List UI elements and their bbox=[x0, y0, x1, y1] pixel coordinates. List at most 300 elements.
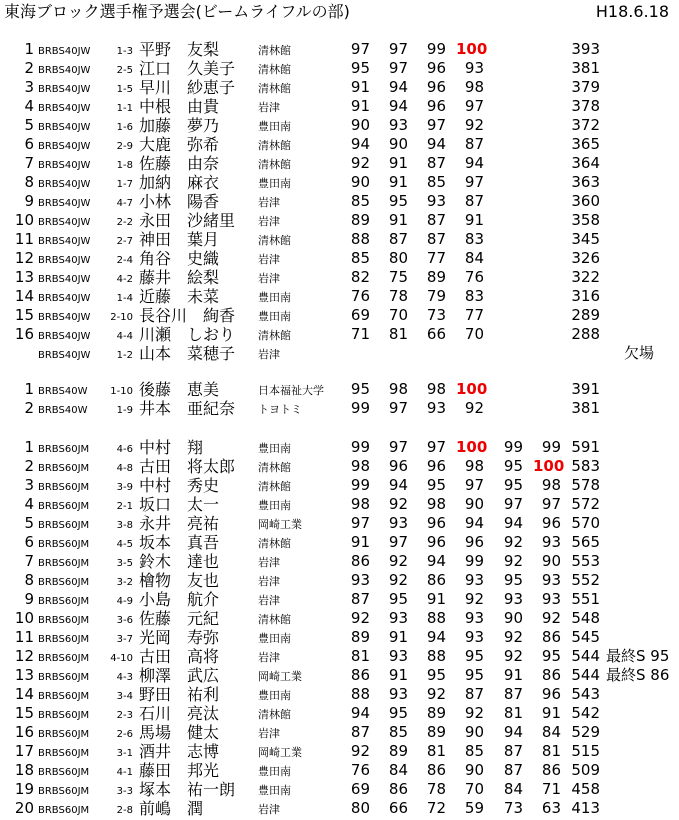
team-name: 岩津 bbox=[258, 101, 280, 114]
class-code: BRBS40JW bbox=[38, 255, 91, 266]
rank-number: 1 bbox=[24, 40, 34, 58]
series-score: 95 bbox=[503, 571, 523, 589]
result-row bbox=[0, 609, 679, 628]
series-score: 92 bbox=[350, 742, 370, 760]
team-name: 豊田南 bbox=[258, 177, 291, 190]
series-score: 87 bbox=[426, 211, 446, 229]
athlete-name: 中村 翔 bbox=[139, 438, 204, 457]
series-score: 69 bbox=[350, 306, 370, 324]
shooter-number: 4-1 bbox=[116, 767, 133, 778]
total-score: 345 bbox=[571, 230, 600, 248]
athlete-name: 山本 菜穂子 bbox=[139, 344, 236, 363]
event-date: H18.6.18 bbox=[595, 2, 669, 21]
series-score: 79 bbox=[426, 287, 446, 305]
shooter-number: 3-5 bbox=[116, 558, 133, 569]
series-score: 91 bbox=[350, 97, 370, 115]
team-name: 清林館 bbox=[258, 234, 291, 247]
athlete-name: 古田 高将 bbox=[139, 647, 220, 666]
class-code: BRBS60JM bbox=[38, 596, 90, 607]
series-score: 91 bbox=[388, 211, 408, 229]
series-score: 85 bbox=[350, 192, 370, 210]
series-score: 83 bbox=[464, 287, 484, 305]
series-score: 100 bbox=[456, 40, 488, 58]
series-score: 95 bbox=[464, 666, 484, 684]
class-code: BRBS40JW bbox=[38, 103, 91, 114]
rank-number: 8 bbox=[24, 173, 34, 191]
shooter-number: 1-9 bbox=[116, 405, 133, 416]
athlete-name: 古田 将太郎 bbox=[139, 457, 236, 476]
shooter-number: 3-4 bbox=[116, 691, 133, 702]
series-score: 94 bbox=[388, 97, 408, 115]
series-score: 92 bbox=[350, 609, 370, 627]
result-row bbox=[0, 704, 679, 723]
series-score: 94 bbox=[503, 514, 523, 532]
total-score: 572 bbox=[571, 495, 600, 513]
series-score: 71 bbox=[541, 780, 561, 798]
team-name: 岩津 bbox=[258, 348, 280, 361]
shooter-number: 1-5 bbox=[116, 84, 133, 95]
series-score: 93 bbox=[388, 647, 408, 665]
series-score: 85 bbox=[426, 173, 446, 191]
shooter-number: 1-7 bbox=[116, 179, 133, 190]
shooter-number: 2-5 bbox=[116, 65, 133, 76]
class-code: BRBS40JW bbox=[38, 274, 91, 285]
total-score: 365 bbox=[571, 135, 600, 153]
series-score: 91 bbox=[388, 666, 408, 684]
shooter-number: 4-3 bbox=[116, 672, 133, 683]
series-score: 97 bbox=[426, 116, 446, 134]
shooter-number: 2-9 bbox=[116, 141, 133, 152]
class-code: BRBS40JW bbox=[38, 350, 91, 361]
series-score: 66 bbox=[426, 325, 446, 343]
series-score: 93 bbox=[464, 609, 484, 627]
result-row bbox=[0, 306, 679, 325]
athlete-name: 永井 亮祐 bbox=[139, 514, 220, 533]
series-score: 93 bbox=[541, 571, 561, 589]
athlete-name: 藤井 絵梨 bbox=[139, 268, 220, 287]
team-name: 岩津 bbox=[258, 651, 280, 664]
class-code: BRBS60JM bbox=[38, 748, 90, 759]
rank-number: 7 bbox=[24, 552, 34, 570]
class-code: BRBS60JM bbox=[38, 577, 90, 588]
series-score: 92 bbox=[464, 116, 484, 134]
shooter-number: 2-8 bbox=[116, 805, 133, 816]
series-score: 96 bbox=[426, 533, 446, 551]
total-score: 288 bbox=[571, 325, 600, 343]
series-score: 81 bbox=[503, 704, 523, 722]
result-row bbox=[0, 399, 679, 418]
rank-number: 14 bbox=[14, 287, 34, 305]
shooter-number: 2-6 bbox=[116, 729, 133, 740]
shooter-number: 4-2 bbox=[116, 274, 133, 285]
series-score: 96 bbox=[541, 685, 561, 703]
series-score: 98 bbox=[350, 457, 370, 475]
series-score: 85 bbox=[350, 249, 370, 267]
class-code: BRBS60JM bbox=[38, 444, 90, 455]
athlete-name: 小林 陽香 bbox=[139, 192, 220, 211]
series-score: 87 bbox=[350, 723, 370, 741]
athlete-name: 平野 友梨 bbox=[139, 40, 220, 59]
rank-number: 1 bbox=[24, 380, 34, 398]
total-score: 372 bbox=[571, 116, 600, 134]
series-score: 95 bbox=[426, 476, 446, 494]
class-code: BRBS40JW bbox=[38, 65, 91, 76]
total-score: 358 bbox=[571, 211, 600, 229]
class-code: BRBS40JW bbox=[38, 217, 91, 228]
athlete-name: 佐藤 由奈 bbox=[139, 154, 220, 173]
series-score: 89 bbox=[388, 742, 408, 760]
series-score: 96 bbox=[541, 514, 561, 532]
series-score: 86 bbox=[541, 761, 561, 779]
team-name: 清林館 bbox=[258, 63, 291, 76]
series-score: 86 bbox=[426, 761, 446, 779]
series-score: 85 bbox=[388, 723, 408, 741]
rank-number: 10 bbox=[14, 609, 34, 627]
athlete-name: 後藤 恵美 bbox=[139, 380, 220, 399]
series-score: 98 bbox=[350, 495, 370, 513]
series-score: 84 bbox=[464, 249, 484, 267]
series-score: 90 bbox=[464, 761, 484, 779]
shooter-number: 3-3 bbox=[116, 786, 133, 797]
series-score: 95 bbox=[388, 704, 408, 722]
series-score: 96 bbox=[426, 78, 446, 96]
class-code: BRBS60JM bbox=[38, 767, 90, 778]
result-row bbox=[0, 211, 679, 230]
total-score: 552 bbox=[571, 571, 600, 589]
team-name: 清林館 bbox=[258, 44, 291, 57]
series-score: 97 bbox=[426, 438, 446, 456]
class-code: BRBS40JW bbox=[38, 293, 91, 304]
series-score: 98 bbox=[541, 476, 561, 494]
series-score: 97 bbox=[388, 399, 408, 417]
athlete-name: 鈴木 達也 bbox=[139, 552, 220, 571]
series-score: 95 bbox=[388, 590, 408, 608]
athlete-name: 長谷川 絢香 bbox=[139, 306, 236, 325]
rank-number: 5 bbox=[24, 116, 34, 134]
athlete-name: 川瀬 しおり bbox=[139, 325, 236, 344]
result-row bbox=[0, 438, 679, 457]
shooter-number: 2-10 bbox=[110, 312, 133, 323]
series-score: 92 bbox=[388, 495, 408, 513]
class-code: BRBS40JW bbox=[38, 141, 91, 152]
result-row bbox=[0, 780, 679, 799]
team-name: 清林館 bbox=[258, 82, 291, 95]
total-score: 322 bbox=[571, 268, 600, 286]
series-score: 86 bbox=[541, 666, 561, 684]
series-score: 91 bbox=[388, 154, 408, 172]
series-score: 91 bbox=[388, 628, 408, 646]
class-code: BRBS60JM bbox=[38, 615, 90, 626]
shooter-number: 1-6 bbox=[116, 122, 133, 133]
result-row bbox=[0, 457, 679, 476]
class-code: BRBS60JM bbox=[38, 482, 90, 493]
result-row bbox=[0, 249, 679, 268]
series-score: 97 bbox=[464, 173, 484, 191]
team-name: 岩津 bbox=[258, 727, 280, 740]
rank-number: 12 bbox=[14, 647, 34, 665]
series-score: 94 bbox=[388, 476, 408, 494]
series-score: 93 bbox=[464, 571, 484, 589]
total-score: 381 bbox=[571, 399, 600, 417]
rank-number: 3 bbox=[24, 476, 34, 494]
result-row bbox=[0, 495, 679, 514]
total-score: 529 bbox=[571, 723, 600, 741]
rank-number: 2 bbox=[24, 457, 34, 475]
athlete-name: 光岡 寿弥 bbox=[139, 628, 220, 647]
series-score: 96 bbox=[426, 59, 446, 77]
class-code: BRBS40JW bbox=[38, 122, 91, 133]
tiebreak-note: 最終S 95 bbox=[606, 647, 670, 665]
series-score: 71 bbox=[350, 325, 370, 343]
series-score: 87 bbox=[426, 154, 446, 172]
class-code: BRBS60JM bbox=[38, 691, 90, 702]
class-code: BRBS40JW bbox=[38, 331, 91, 342]
class-code: BRBS40W bbox=[38, 386, 88, 397]
series-score: 84 bbox=[503, 780, 523, 798]
team-name: 岡崎工業 bbox=[258, 670, 302, 683]
series-score: 92 bbox=[503, 628, 523, 646]
class-code: BRBS60JM bbox=[38, 653, 90, 664]
team-name: 岩津 bbox=[258, 253, 280, 266]
class-code: BRBS60JM bbox=[38, 558, 90, 569]
absent-label: 欠場 bbox=[624, 344, 655, 362]
total-score: 515 bbox=[571, 742, 600, 760]
rank-number: 14 bbox=[14, 685, 34, 703]
athlete-name: 加藤 夢乃 bbox=[139, 116, 220, 135]
rank-number: 20 bbox=[14, 799, 34, 817]
series-score: 91 bbox=[503, 666, 523, 684]
total-score: 458 bbox=[571, 780, 600, 798]
series-score: 97 bbox=[464, 97, 484, 115]
series-score: 92 bbox=[541, 609, 561, 627]
result-row bbox=[0, 666, 679, 685]
series-score: 94 bbox=[388, 78, 408, 96]
athlete-name: 永田 沙緒里 bbox=[139, 211, 236, 230]
series-score: 100 bbox=[533, 457, 565, 475]
team-name: 日本福祉大学 bbox=[258, 384, 324, 397]
athlete-name: 坂口 太一 bbox=[139, 495, 220, 514]
series-score: 98 bbox=[426, 380, 446, 398]
series-score: 93 bbox=[388, 609, 408, 627]
shooter-number: 3-9 bbox=[116, 482, 133, 493]
rank-number: 17 bbox=[14, 742, 34, 760]
series-score: 97 bbox=[464, 476, 484, 494]
total-score: 553 bbox=[571, 552, 600, 570]
series-score: 86 bbox=[350, 666, 370, 684]
team-name: 清林館 bbox=[258, 480, 291, 493]
series-score: 86 bbox=[426, 571, 446, 589]
team-name: 岩津 bbox=[258, 272, 280, 285]
total-score: 544 bbox=[571, 666, 600, 684]
series-score: 96 bbox=[464, 533, 484, 551]
series-score: 86 bbox=[350, 552, 370, 570]
series-score: 82 bbox=[350, 268, 370, 286]
series-score: 83 bbox=[464, 230, 484, 248]
series-score: 97 bbox=[388, 533, 408, 551]
series-score: 88 bbox=[350, 230, 370, 248]
series-score: 93 bbox=[426, 192, 446, 210]
result-row bbox=[0, 287, 679, 306]
shooter-number: 3-2 bbox=[116, 577, 133, 588]
team-name: 清林館 bbox=[258, 613, 291, 626]
result-row bbox=[0, 380, 679, 399]
series-score: 90 bbox=[388, 135, 408, 153]
result-row bbox=[0, 78, 679, 97]
result-row bbox=[0, 685, 679, 704]
series-score: 98 bbox=[464, 457, 484, 475]
series-score: 87 bbox=[503, 761, 523, 779]
result-row bbox=[0, 590, 679, 609]
series-score: 85 bbox=[464, 742, 484, 760]
series-score: 89 bbox=[426, 704, 446, 722]
page-title: 東海ブロック選手権予選会(ビームライフルの部) bbox=[4, 2, 350, 21]
result-row bbox=[0, 514, 679, 533]
series-score: 87 bbox=[503, 742, 523, 760]
shooter-number: 3-8 bbox=[116, 520, 133, 531]
athlete-name: 中根 由貴 bbox=[139, 97, 220, 116]
class-code: BRBS40JW bbox=[38, 179, 91, 190]
series-score: 95 bbox=[541, 647, 561, 665]
shooter-number: 1-1 bbox=[116, 103, 133, 114]
shooter-number: 3-7 bbox=[116, 634, 133, 645]
rank-number: 15 bbox=[14, 704, 34, 722]
series-score: 66 bbox=[388, 799, 408, 817]
result-row bbox=[0, 571, 679, 590]
series-score: 73 bbox=[503, 799, 523, 817]
team-name: 清林館 bbox=[258, 139, 291, 152]
result-row bbox=[0, 552, 679, 571]
result-row bbox=[0, 476, 679, 495]
series-score: 97 bbox=[388, 40, 408, 58]
series-score: 99 bbox=[350, 438, 370, 456]
series-score: 77 bbox=[426, 249, 446, 267]
shooter-number: 1-4 bbox=[116, 293, 133, 304]
total-score: 316 bbox=[571, 287, 600, 305]
series-score: 84 bbox=[388, 761, 408, 779]
series-score: 94 bbox=[350, 135, 370, 153]
shooter-number: 4-8 bbox=[116, 463, 133, 474]
series-score: 91 bbox=[388, 173, 408, 191]
series-score: 89 bbox=[350, 628, 370, 646]
series-score: 93 bbox=[388, 116, 408, 134]
shooter-number: 4-5 bbox=[116, 539, 133, 550]
series-score: 92 bbox=[503, 552, 523, 570]
total-score: 591 bbox=[571, 438, 600, 456]
series-score: 92 bbox=[464, 704, 484, 722]
team-name: 岩津 bbox=[258, 196, 280, 209]
series-score: 86 bbox=[388, 780, 408, 798]
shooter-number: 1-3 bbox=[116, 46, 133, 57]
series-score: 94 bbox=[503, 723, 523, 741]
shooter-number: 3-1 bbox=[116, 748, 133, 759]
team-name: 豊田南 bbox=[258, 765, 291, 778]
series-score: 76 bbox=[350, 287, 370, 305]
result-row bbox=[0, 230, 679, 249]
series-score: 97 bbox=[541, 495, 561, 513]
rank-number: 11 bbox=[14, 230, 34, 248]
series-score: 81 bbox=[426, 742, 446, 760]
rank-number: 7 bbox=[24, 154, 34, 172]
series-score: 99 bbox=[541, 438, 561, 456]
shooter-number: 1-2 bbox=[116, 350, 133, 361]
shooter-number: 2-1 bbox=[116, 501, 133, 512]
rank-number: 11 bbox=[14, 628, 34, 646]
shooter-number: 4-7 bbox=[116, 198, 133, 209]
shooter-number: 2-3 bbox=[116, 710, 133, 721]
series-score: 91 bbox=[464, 211, 484, 229]
series-score: 99 bbox=[350, 476, 370, 494]
series-score: 81 bbox=[388, 325, 408, 343]
class-code: BRBS60JM bbox=[38, 786, 90, 797]
series-score: 87 bbox=[464, 685, 484, 703]
rank-number: 6 bbox=[24, 533, 34, 551]
athlete-name: 小島 航介 bbox=[139, 590, 220, 609]
athlete-name: 近藤 未菜 bbox=[139, 287, 220, 306]
athlete-name: 井本 亜紀奈 bbox=[139, 399, 236, 418]
series-score: 90 bbox=[464, 723, 484, 741]
team-name: 岩津 bbox=[258, 594, 280, 607]
series-score: 90 bbox=[503, 609, 523, 627]
shooter-number: 2-2 bbox=[116, 217, 133, 228]
shooter-number: 4-10 bbox=[110, 653, 133, 664]
total-score: 360 bbox=[571, 192, 600, 210]
result-row bbox=[0, 173, 679, 192]
result-row bbox=[0, 742, 679, 761]
rank-number: 6 bbox=[24, 135, 34, 153]
series-score: 99 bbox=[464, 552, 484, 570]
total-score: 509 bbox=[571, 761, 600, 779]
athlete-name: 酒井 志博 bbox=[139, 742, 220, 761]
series-score: 59 bbox=[464, 799, 484, 817]
team-name: 豊田南 bbox=[258, 442, 291, 455]
series-score: 97 bbox=[350, 40, 370, 58]
series-score: 93 bbox=[541, 590, 561, 608]
series-score: 92 bbox=[503, 647, 523, 665]
result-row bbox=[0, 97, 679, 116]
total-score: 551 bbox=[571, 590, 600, 608]
total-score: 578 bbox=[571, 476, 600, 494]
team-name: 岩津 bbox=[258, 215, 280, 228]
total-score: 289 bbox=[571, 306, 600, 324]
series-score: 89 bbox=[426, 268, 446, 286]
series-score: 94 bbox=[426, 552, 446, 570]
class-code: BRBS40JW bbox=[38, 46, 91, 57]
series-score: 70 bbox=[464, 325, 484, 343]
series-score: 95 bbox=[464, 647, 484, 665]
series-score: 90 bbox=[541, 552, 561, 570]
series-score: 93 bbox=[426, 399, 446, 417]
series-score: 87 bbox=[426, 230, 446, 248]
athlete-name: 中村 秀史 bbox=[139, 476, 220, 495]
class-code: BRBS60JM bbox=[38, 672, 90, 683]
total-score: 391 bbox=[571, 380, 600, 398]
result-row bbox=[0, 268, 679, 287]
series-score: 95 bbox=[503, 457, 523, 475]
series-score: 87 bbox=[388, 230, 408, 248]
team-name: 清林館 bbox=[258, 461, 291, 474]
class-code: BRBS60JM bbox=[38, 463, 90, 474]
team-name: 清林館 bbox=[258, 537, 291, 550]
team-name: 岡崎工業 bbox=[258, 518, 302, 531]
series-score: 98 bbox=[426, 495, 446, 513]
athlete-name: 前嶋 潤 bbox=[139, 799, 204, 818]
athlete-name: 野田 祐利 bbox=[139, 685, 220, 704]
total-score: 379 bbox=[571, 78, 600, 96]
team-name: 岩津 bbox=[258, 803, 280, 816]
series-score: 90 bbox=[350, 116, 370, 134]
team-name: 豊田南 bbox=[258, 499, 291, 512]
result-row bbox=[0, 59, 679, 78]
